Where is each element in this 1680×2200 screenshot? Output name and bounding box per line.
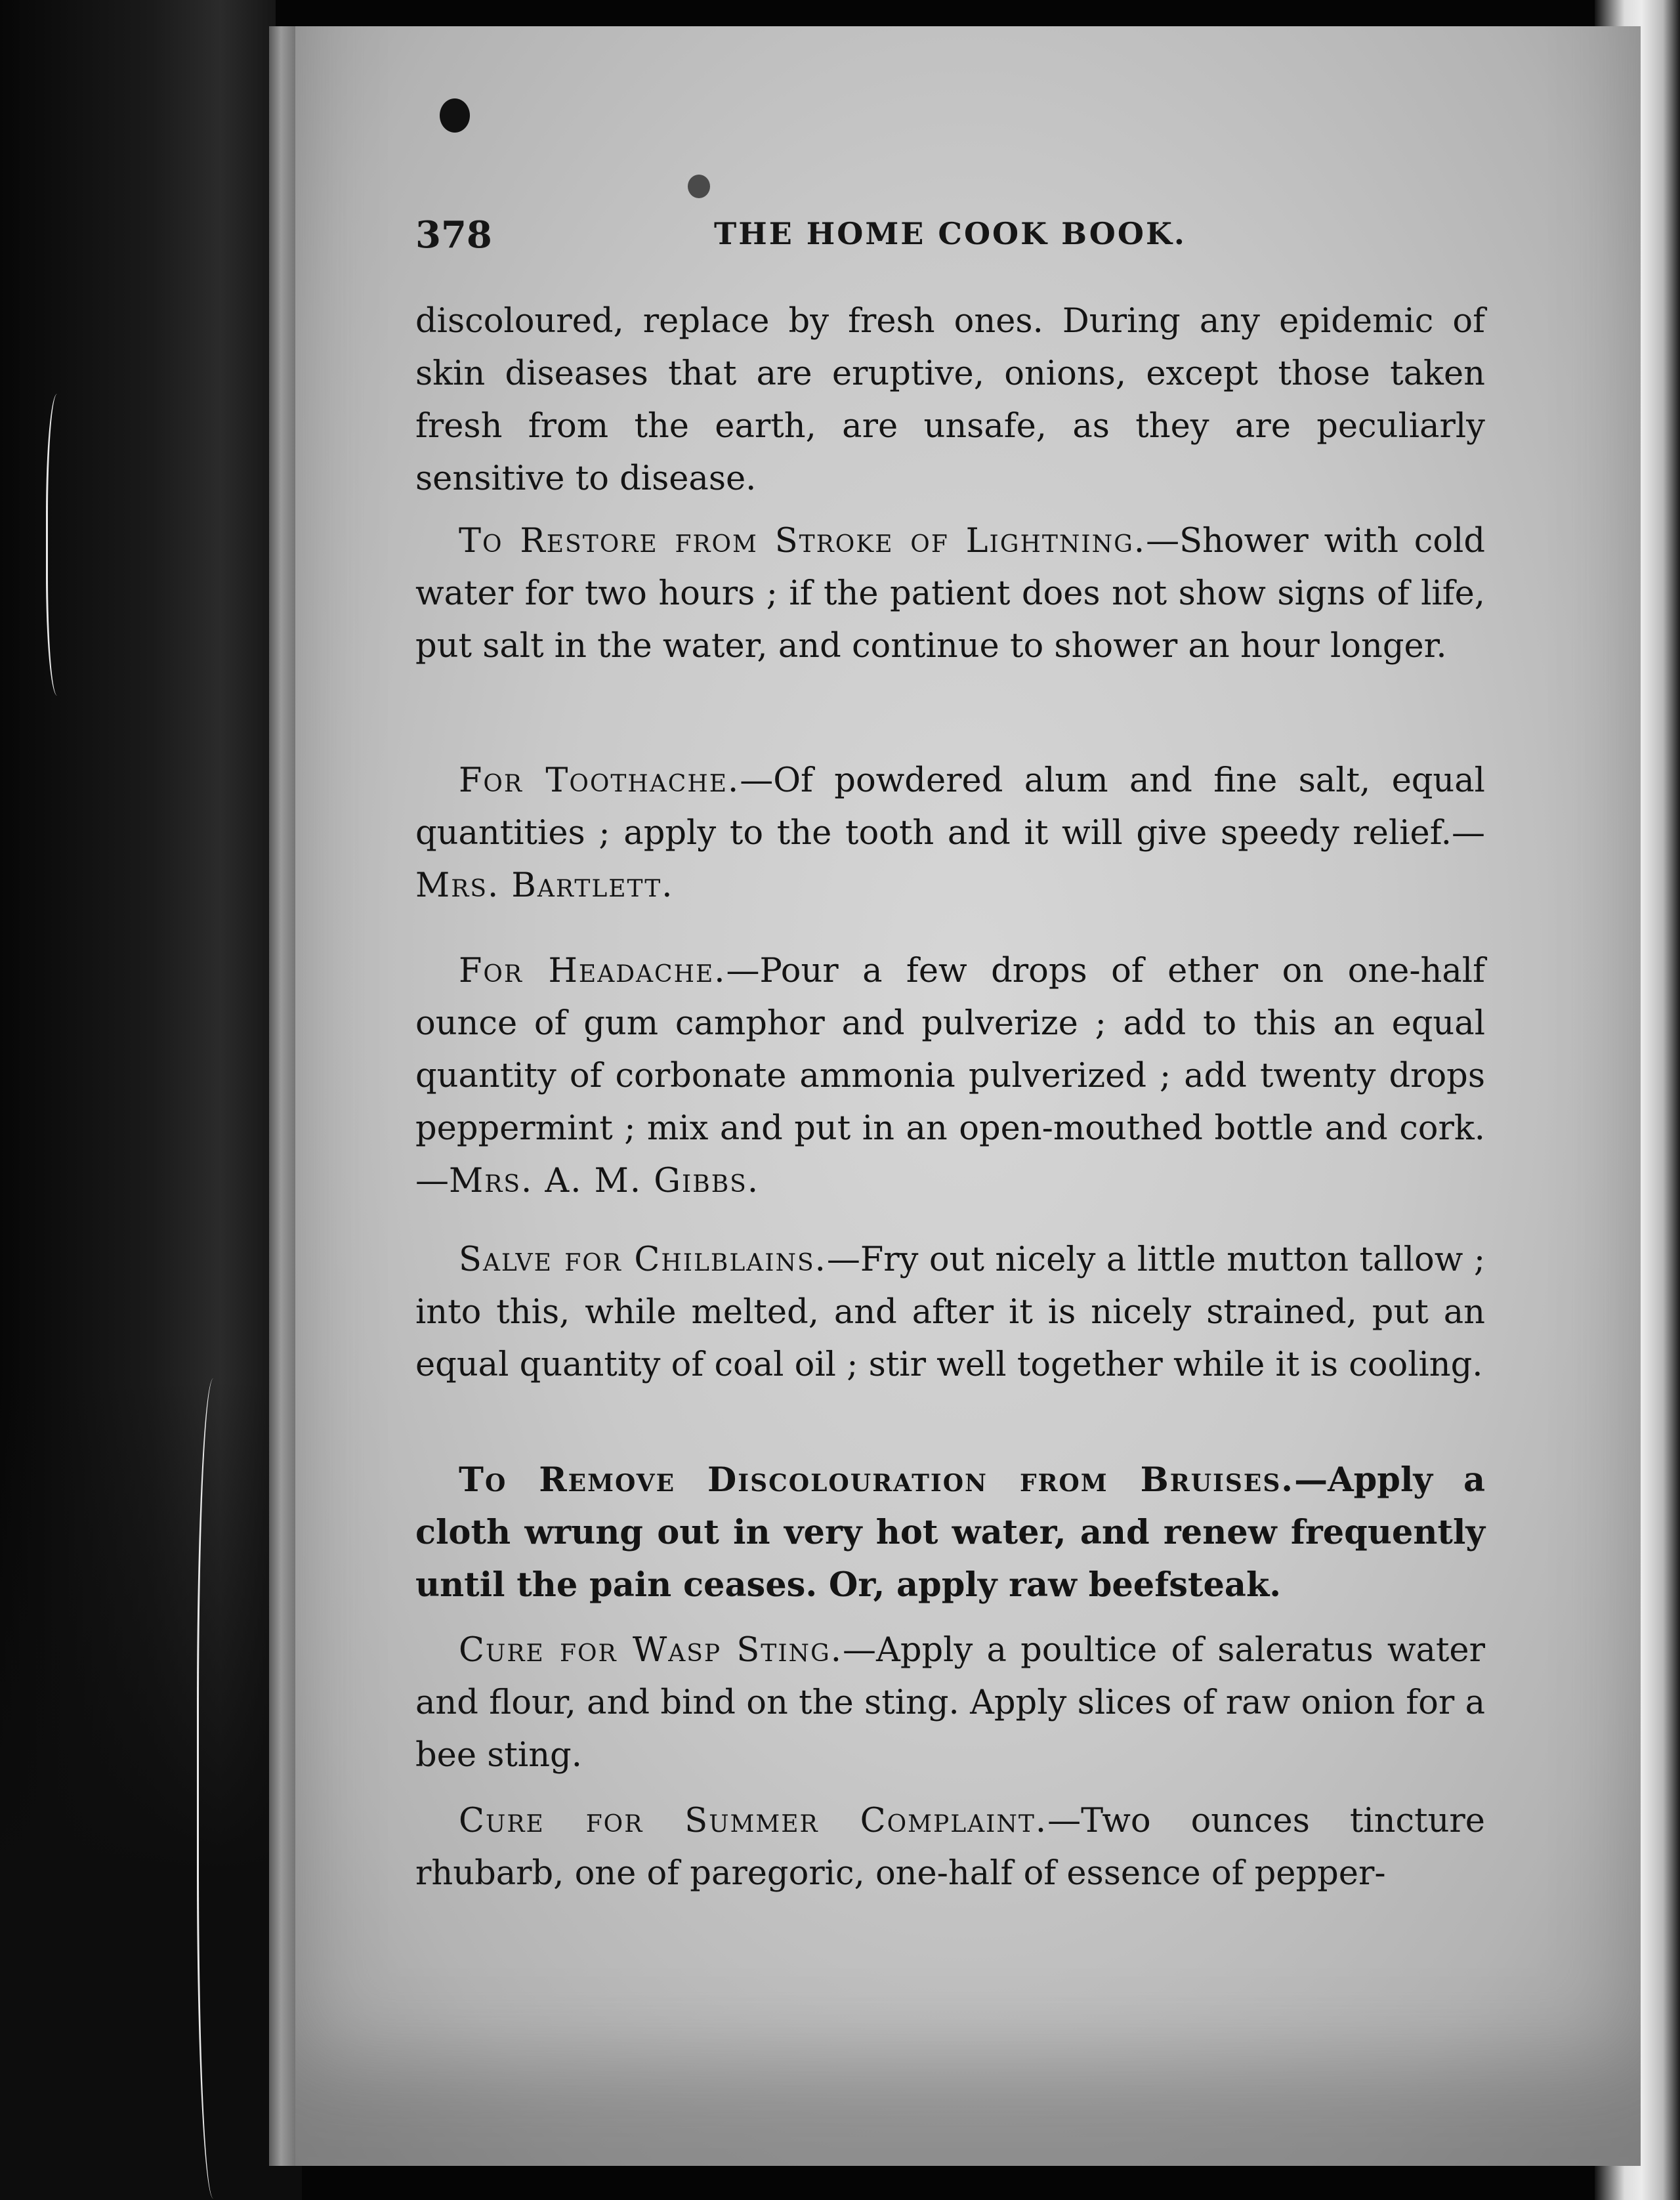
recipe-attribution: Mrs. A. M. Gibbs. — [449, 1162, 760, 1200]
recipe-text: —Shower with cold water for two hours ; if the patient does not show signs of life, put salt in the water, and continue to shower an hour longer. — [415, 522, 1485, 666]
recipe-headache — [415, 945, 1485, 1208]
recipe-text: —Of powdered alum and fine salt, equal quantities ; apply to the tooth and it will give speedy relief.— — [415, 761, 1485, 853]
film-scratch — [46, 394, 74, 696]
film-scratch — [197, 1378, 238, 2199]
recipe-lightning — [415, 515, 1485, 673]
recipe-text: —Pour a few drops of ether on one-half ounce of gum camphor and pulverize ; add to this an equal quantity of corbonate ammonia pulverized ; add twenty drops peppermint ; mix and put in an open-mouthed bottle and cork.— — [415, 952, 1485, 1200]
book-title: THE HOME COOK BOOK. — [714, 216, 1186, 251]
recipe-attribution: Mrs. Bartlett. — [415, 866, 674, 905]
binding-dark-area — [0, 1378, 302, 2200]
paragraph-onions — [415, 295, 1485, 505]
recipe-wasp-sting — [415, 1624, 1485, 1782]
punch-hole — [440, 98, 470, 133]
recipe-heading: Salve for Chilblains. — [459, 1240, 827, 1279]
recipe-heading: To Remove Discolouration from Bruises. — [459, 1460, 1295, 1500]
recipe-summer-complaint — [415, 1795, 1485, 1900]
recipe-heading: For Toothache. — [459, 761, 740, 800]
recipe-text: —Apply a cloth wrung out in very hot water, and renew frequently until the pain ceases. Or, apply raw beefsteak. — [415, 1460, 1486, 1605]
ink-speck — [688, 175, 710, 198]
page-number: 378 — [415, 213, 492, 257]
page-edge — [269, 26, 299, 2166]
recipe-heading: For Headache. — [459, 952, 726, 990]
recipe-bruises — [415, 1454, 1485, 1611]
paragraph-text: discoloured, replace by fresh ones. During any epidemic of skin diseases that are eruptive, onions, except those taken fresh from the earth, are unsafe, as they are peculiarly sensitive to disease. — [415, 302, 1485, 498]
recipe-toothache — [415, 755, 1485, 912]
recipe-heading: Cure for Wasp Sting. — [459, 1631, 843, 1670]
recipe-heading: To Restore from Stroke of Lightning. — [459, 522, 1146, 561]
recipe-text: —Fry out nicely a little mutton tallow ; into this, while melted, and after it is nicely strained, put an equal quantity of coal oil ; stir well together while it is cooling. — [415, 1240, 1485, 1384]
running-head — [415, 213, 1485, 259]
recipe-text: —Two ounces tincture rhubarb, one of paregoric, one-half of essence of pepper- — [415, 1802, 1485, 1893]
recipe-chilblains — [415, 1234, 1485, 1391]
recipe-heading: Cure for Summer Complaint. — [459, 1802, 1048, 1840]
recipe-text: —Apply a poultice of saleratus water and flour, and bind on the sting. Apply slices of raw onion for a bee sting. — [415, 1631, 1485, 1775]
